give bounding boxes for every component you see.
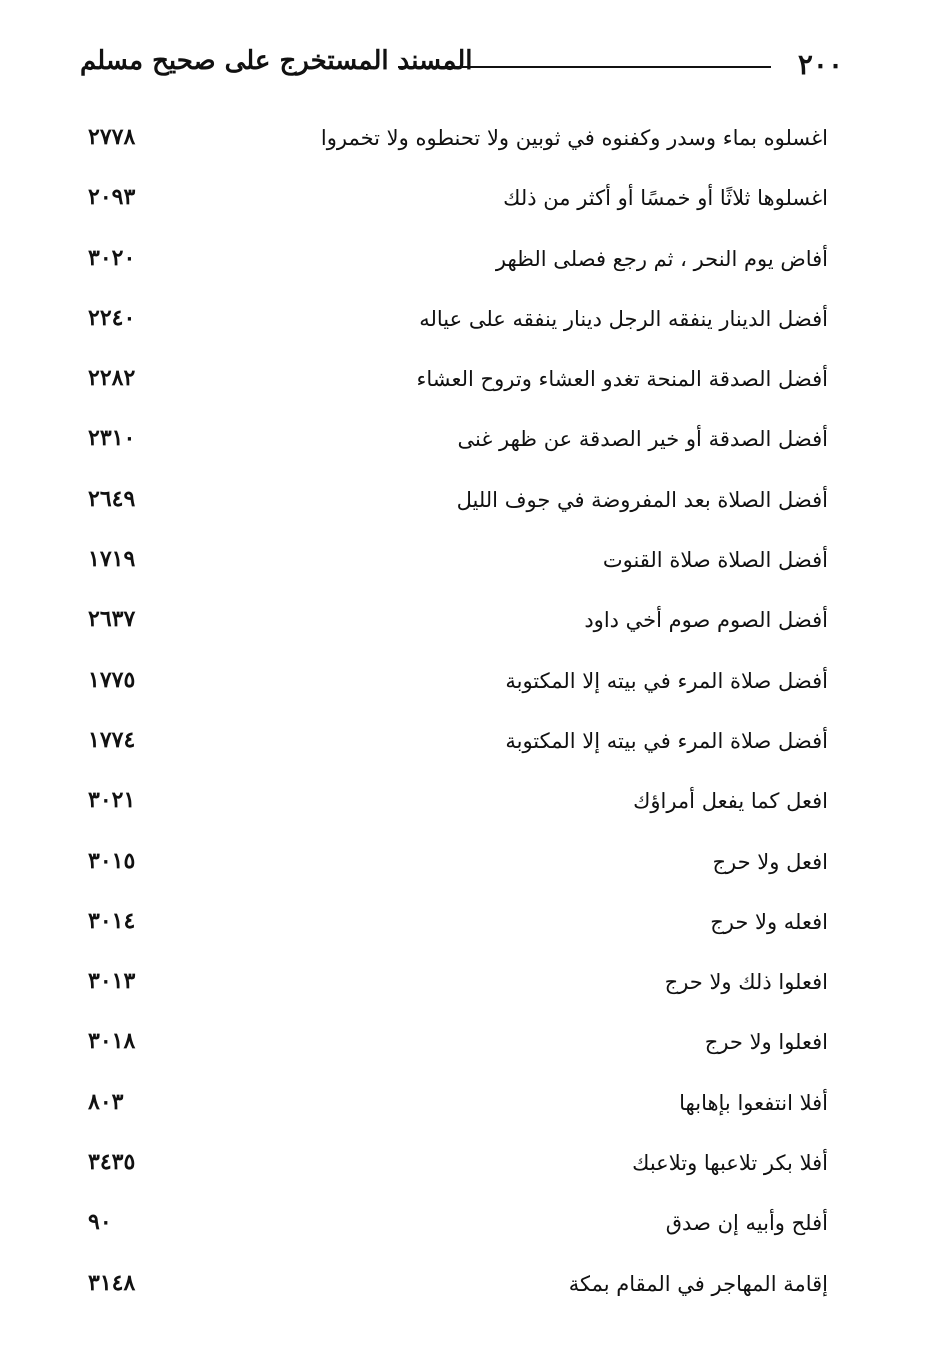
entry-text: أفضل صلاة المرء في بيته إلا المكتوبة — [505, 668, 828, 693]
index-entry — [80, 359, 828, 419]
entry-text: أفضل الدينار ينفقه الرجل دينار ينفقه على عياله — [419, 306, 828, 331]
entry-number: ٢٦٣٧ — [88, 606, 136, 633]
entry-number: ٣٠٢٠ — [88, 244, 136, 271]
entry-text: اغسلوه بماء وسدر وكفنوه في ثوبين ولا تحنطوه ولا تخمروا — [320, 126, 828, 150]
index-entry — [80, 1203, 828, 1263]
entry-text: أفضل صلاة المرء في بيته إلا المكتوبة — [505, 728, 828, 753]
index-entry — [80, 1264, 828, 1324]
index-entry — [80, 661, 828, 721]
index-entry — [80, 239, 828, 299]
entry-number: ٣٠٢١ — [88, 787, 136, 814]
index-entry — [80, 781, 828, 841]
entry-number: ٢٦٤٩ — [88, 485, 136, 512]
entry-number: ٣١٤٨ — [88, 1269, 136, 1296]
entry-text: أفلا بكر تلاعبها وتلاعبك — [632, 1151, 828, 1176]
index-entry — [80, 1083, 828, 1143]
entry-text: أفضل الصدقة المنحة تغدو العشاء وتروح العشاء — [416, 367, 828, 392]
index-entry — [80, 721, 828, 781]
entry-number: ٢٠٩٣ — [88, 184, 136, 211]
entry-text: أفلح وأبيه إن صدق — [665, 1211, 828, 1236]
index-entry — [80, 118, 828, 178]
index-entry — [80, 480, 828, 540]
index-entry — [80, 902, 828, 962]
entry-number: ٣٤٣٥ — [88, 1149, 136, 1176]
book-title: المسند المستخرج على صحيح مسلم — [80, 46, 473, 76]
entry-number: ٣٠١٨ — [88, 1028, 136, 1055]
entry-text: أفضل الصلاة بعد المفروضة في جوف الليل — [456, 487, 828, 512]
entry-text: افعل كما يفعل أمراؤك — [633, 789, 828, 814]
entry-text: إقامة المهاجر في المقام بمكة — [568, 1271, 828, 1296]
index-entry — [80, 419, 828, 479]
index-entry — [80, 299, 828, 359]
entry-text: افعله ولا حرج — [710, 909, 828, 934]
page-number: ٢٠٠ — [797, 48, 843, 81]
entry-number: ١٧٧٤ — [88, 726, 136, 753]
index-entry — [80, 600, 828, 660]
entry-number: ٩٠ — [88, 1209, 112, 1236]
entry-text: افعل ولا حرج — [712, 849, 828, 874]
entry-text: افعلوا ذلك ولا حرج — [664, 970, 828, 995]
entry-text: افعلوا ولا حرج — [704, 1030, 828, 1055]
entry-text: أفضل الصلاة صلاة القنوت — [602, 548, 828, 573]
entry-number: ٣٠١٣ — [88, 968, 136, 995]
entry-number: ٣٠١٤ — [88, 907, 136, 934]
entry-text: اغسلوها ثلاثًا أو خمسًا أو أكثر من ذلك — [503, 186, 828, 211]
entry-number: ٣٠١٥ — [88, 847, 136, 874]
index-entry — [80, 842, 828, 902]
index-entries — [80, 118, 828, 1324]
index-entry — [80, 1143, 828, 1203]
entry-text: أفاض يوم النحر ، ثم رجع فصلى الظهر — [495, 246, 828, 271]
entry-text: أفضل الصوم صوم أخي داود — [584, 608, 828, 633]
entry-number: ٢٣١٠ — [88, 425, 136, 452]
index-entry — [80, 962, 828, 1022]
entry-number: ١٧١٩ — [88, 546, 136, 573]
entry-number: ٢٧٧٨ — [88, 124, 136, 150]
entry-number: ٢٢٨٢ — [88, 365, 136, 392]
index-entry — [80, 178, 828, 238]
entry-text: أفلا انتفعوا بإهابها — [679, 1090, 828, 1115]
index-entry — [80, 1022, 828, 1082]
index-entry — [80, 540, 828, 600]
entry-number: ٨٠٣ — [88, 1088, 124, 1115]
entry-number: ١٧٧٥ — [88, 666, 136, 693]
entry-text: أفضل الصدقة أو خير الصدقة عن ظهر غنى — [457, 427, 828, 452]
entry-number: ٢٢٤٠ — [88, 304, 136, 331]
page-header — [80, 44, 843, 94]
